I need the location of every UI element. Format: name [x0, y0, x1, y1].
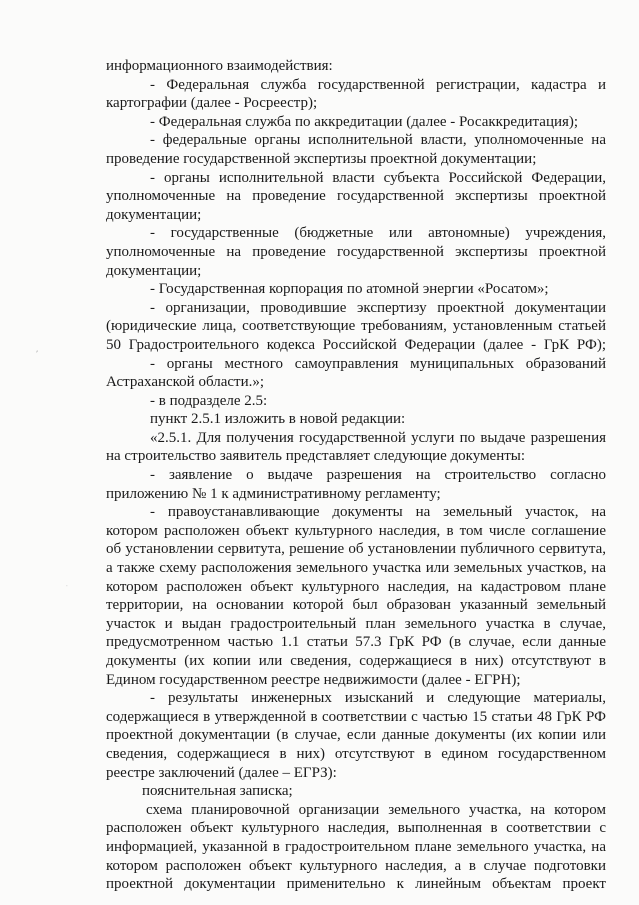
- text-line: 50 Градостроительного кодекса Российской Федерации (далее - ГрК РФ);: [106, 336, 606, 353]
- text-line: котором расположен объект культурного наследия, на кадастровом плане: [106, 578, 606, 595]
- text-line: схема планировочной организации земельного участка, на котором: [146, 801, 606, 818]
- text-line: (юридические лица, соответствующие требованиям, установленным статьей: [106, 318, 606, 335]
- text-line: - Федеральная служба государственной регистрации, кадастра и: [150, 76, 606, 93]
- text-line: уполномоченные на проведение государственной экспертизы проектной: [106, 243, 606, 260]
- text-line: документы (их копии или сведения, содержащиеся в них) отсутствуют в: [106, 653, 606, 669]
- text-line: документации;: [106, 262, 202, 279]
- text-line: - Федеральная служба по аккредитации (далее - Росаккредитация);: [150, 113, 579, 130]
- text-line: Астраханской области.»;: [106, 374, 265, 391]
- scan-artifact-mark: ᐧ: [66, 584, 68, 590]
- document-body: [106, 57, 606, 894]
- text-line: проектной документации применительно к линейным объектам проект: [106, 876, 606, 893]
- text-line: реестре заключений (далее – ЕГРЗ):: [106, 764, 337, 781]
- text-line: содержащиеся в утвержденной в соответствии с частью 15 статьи 48 ГрК РФ: [106, 708, 606, 725]
- text-line: котором расположен объект культурного наследия, а в случае подготовки: [106, 857, 606, 874]
- text-line: котором расположен объект культурного наследия, в том числе соглашение: [106, 522, 606, 539]
- text-line: сведения, содержащиеся в них) отсутствуют в едином государственном: [106, 745, 606, 762]
- text-line: документации;: [106, 206, 202, 223]
- text-line: «2.5.1. Для получения государственной услуги по выдаче разрешения: [150, 429, 606, 446]
- text-line: уполномоченные на проведение государственной экспертизы проектной: [106, 188, 606, 205]
- text-line: на строительство заявитель представляет следующие документы:: [106, 448, 526, 465]
- text-line: информацией, указанной в градостроительном плане земельного участка, на: [106, 838, 606, 855]
- text-line: - в подразделе 2.5:: [150, 392, 268, 409]
- text-line: - государственные (бюджетные или автономные) учреждения,: [150, 225, 606, 242]
- text-line: Едином государственном реестре недвижимости (далее - ЕГРН);: [106, 671, 521, 688]
- text-line: - Государственная корпорация по атомной энергии «Росатом»;: [150, 281, 549, 298]
- text-line: картографии (далее - Росреестр);: [106, 95, 318, 112]
- text-line: проектной документации (в случае, если данные документы (их копии или: [106, 727, 606, 744]
- text-line: территории, на основании которой был образован указанный земельный: [106, 597, 606, 614]
- text-line: пункт 2.5.1 изложить в новой редакции:: [150, 411, 406, 428]
- text-line: - федеральные органы исполнительной власти, уполномоченные на: [150, 132, 606, 149]
- text-line: - организации, проводившие экспертизу проектной документации: [150, 299, 606, 316]
- text-line: расположен объект культурного наследия, выполненная в соответствии с: [106, 820, 606, 837]
- text-line: - результаты инженерных изысканий и следующие материалы,: [150, 690, 606, 707]
- text-line: а также схему расположения земельного участка или земельных участков, на: [106, 560, 606, 577]
- scan-artifact-mark: ⸗: [36, 349, 38, 355]
- text-line: информационного взаимодействия:: [106, 58, 333, 74]
- text-line: - органы местного самоуправления муниципальных образований: [150, 355, 606, 372]
- text-line: участок и выдан градостроительный план земельного участка в случае,: [106, 615, 606, 632]
- text-line: проведение государственной экспертизы проектной документации;: [106, 150, 537, 167]
- text-line: пояснительная записка;: [142, 783, 293, 800]
- text-line: приложению № 1 к административному регламенту;: [106, 485, 441, 502]
- text-line: предусмотренном частью 1.1 статьи 57.3 ГрК РФ (в случае, если данные: [106, 634, 606, 651]
- text-line: об установлении сервитута, решение об установлении публичного сервитута,: [106, 541, 606, 558]
- text-line: - заявление о выдаче разрешения на строительство согласно: [150, 467, 606, 484]
- text-line: - органы исполнительной власти субъекта Российской Федерации,: [150, 169, 606, 186]
- text-line: - правоустанавливающие документы на земельный участок, на: [150, 504, 606, 521]
